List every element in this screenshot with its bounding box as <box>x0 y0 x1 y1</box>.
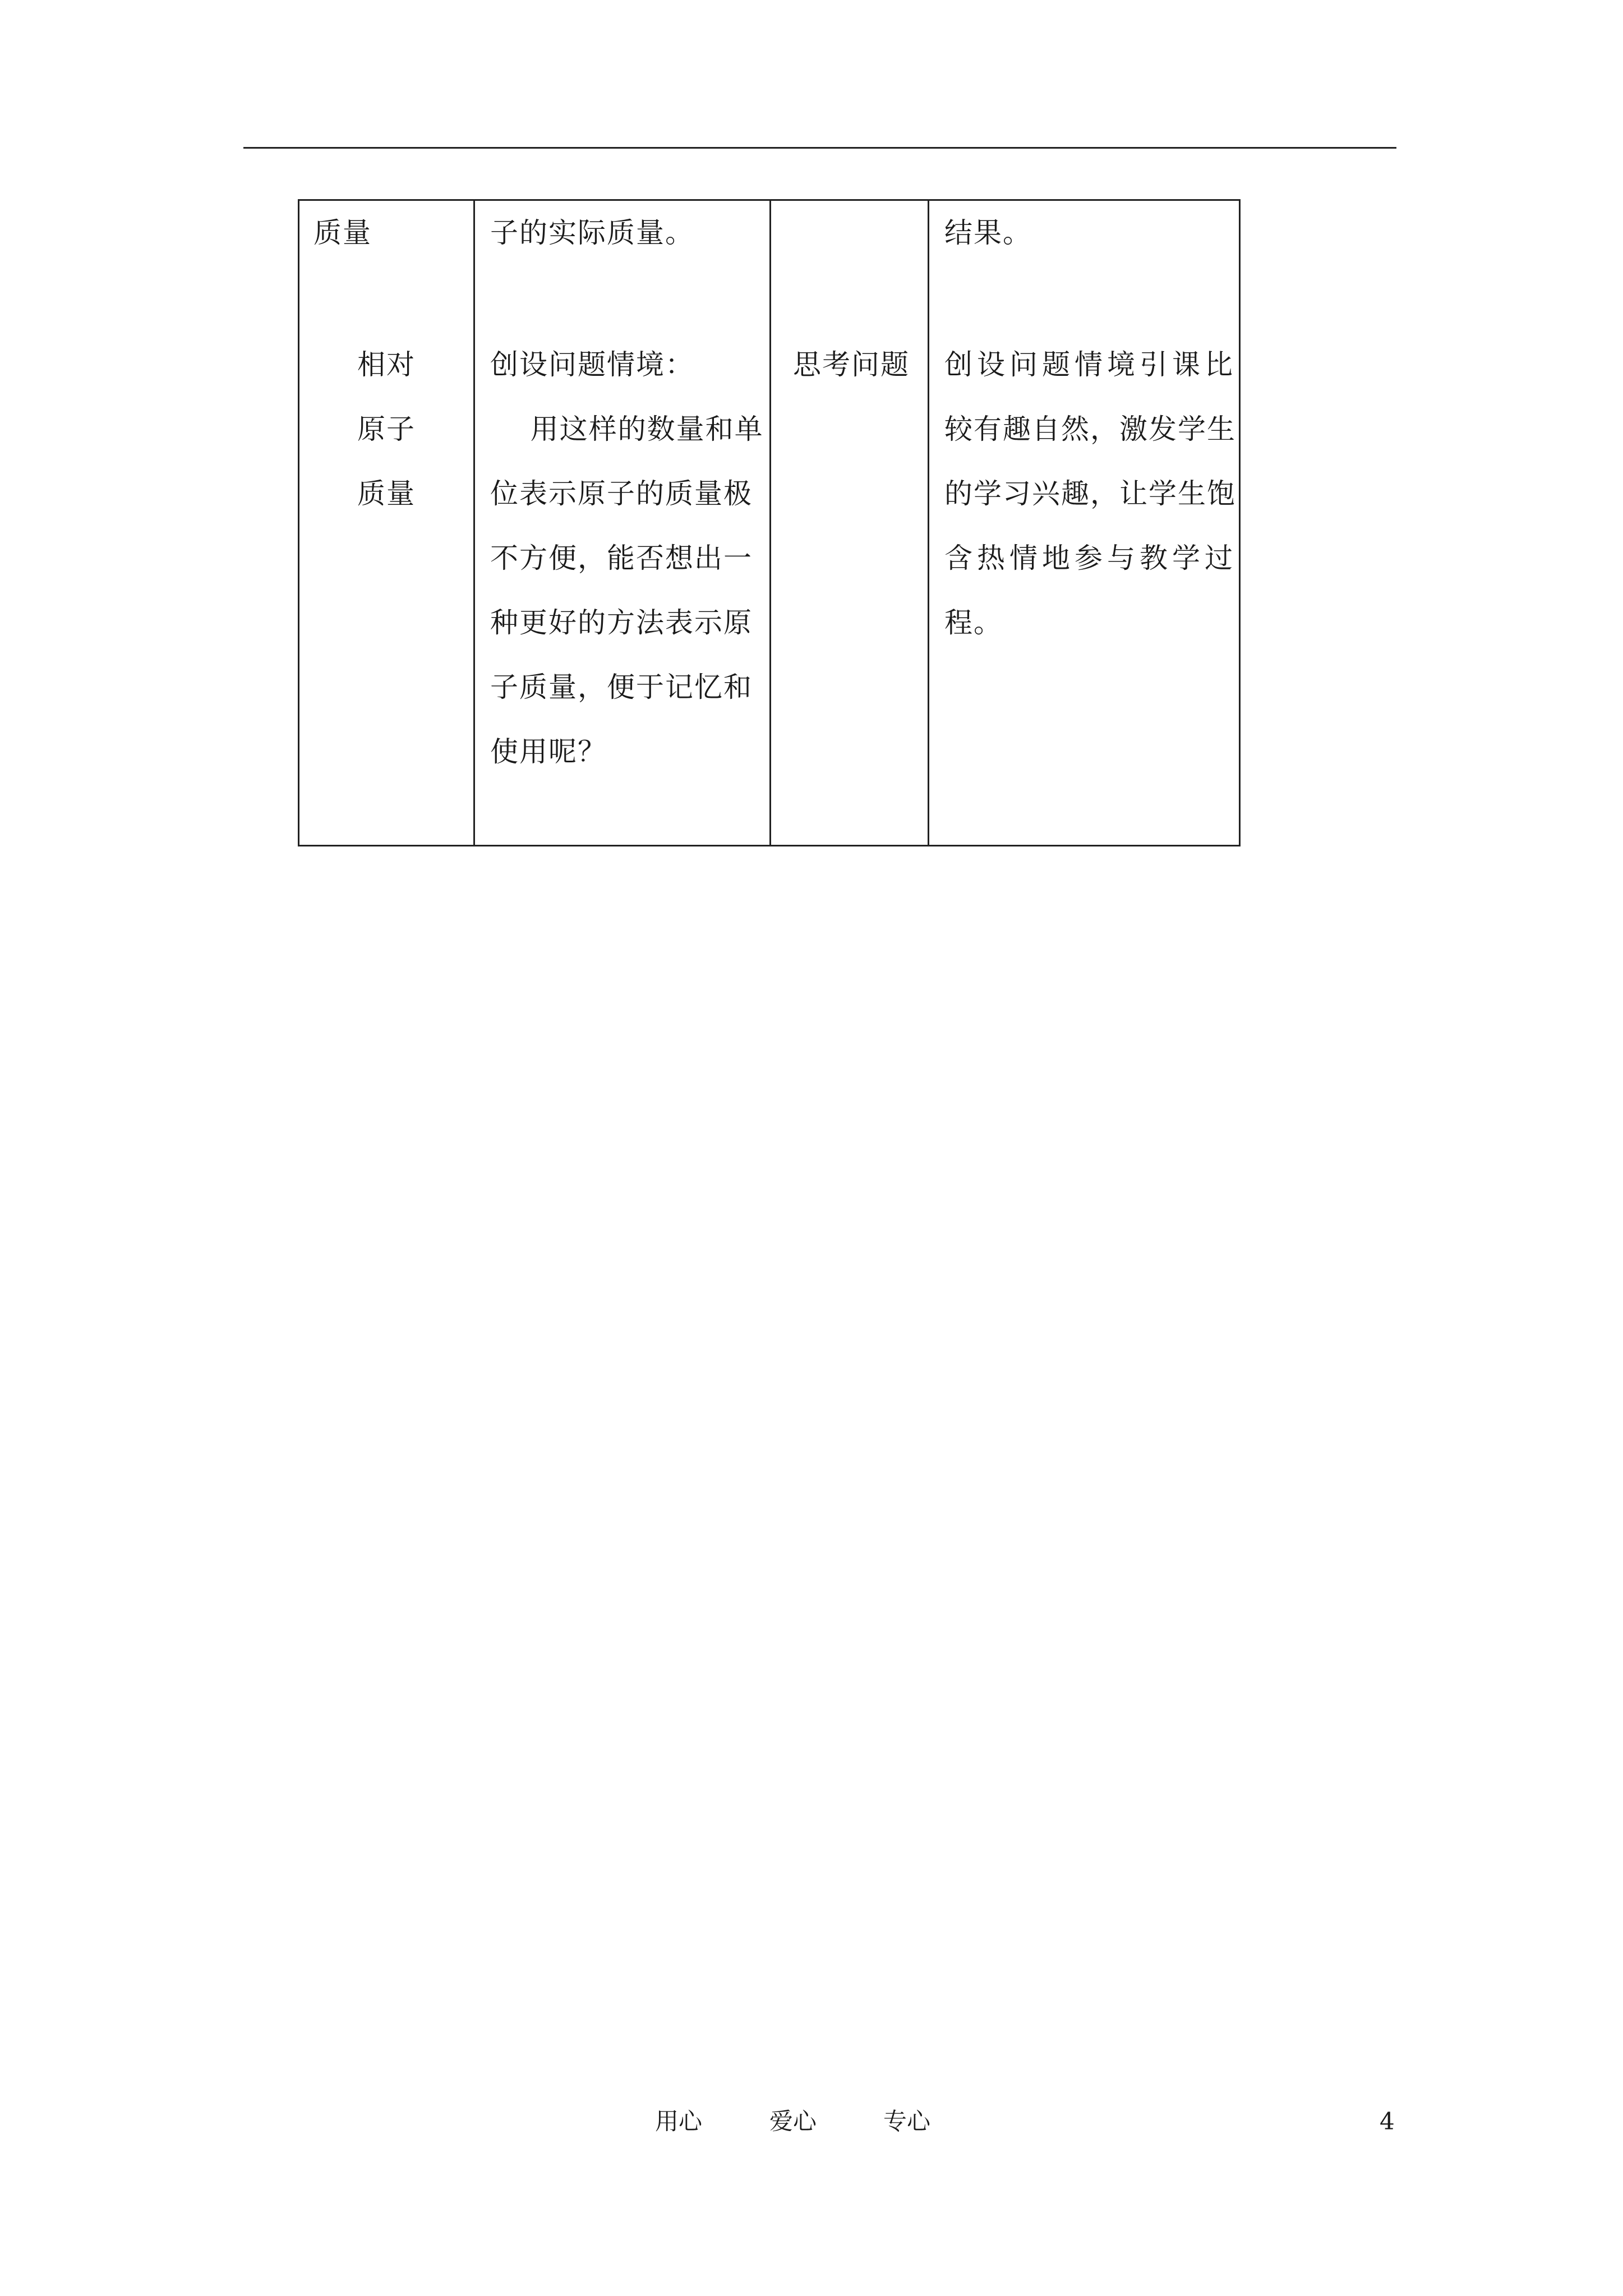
col2-line: 位表示原子的质量极 <box>490 477 753 510</box>
col1-line: 质量 <box>357 477 416 510</box>
col3-line: 思考问题 <box>793 348 910 381</box>
col4-line: 程。 <box>944 606 1003 639</box>
col2-line: 使用呢？ <box>490 735 607 768</box>
footer-slogan-right: 专心 <box>883 2108 931 2135</box>
col2-line: 子质量，便于记忆和 <box>490 671 753 703</box>
col1-line: 原子 <box>357 413 416 445</box>
col4-line: 的学习兴趣，让学生饱 <box>944 477 1236 510</box>
col4-line: 创设问题情境引课比 <box>944 348 1237 381</box>
col2-line: 创设问题情境： <box>490 348 694 381</box>
header-rule <box>243 147 1396 149</box>
col2-line: 不方便，能否想出一 <box>490 542 753 574</box>
col4-line: 较有趣自然，激发学生 <box>944 413 1236 445</box>
footer-slogan-left: 用心 <box>655 2108 703 2135</box>
col2-line: 用这样的数量和单 <box>490 413 764 445</box>
page-number: 4 <box>1380 2108 1395 2135</box>
footer-slogan-middle: 爱心 <box>769 2108 817 2135</box>
lesson-table <box>298 199 1241 846</box>
column-divider <box>473 201 475 845</box>
col1-top-text: 质量 <box>313 217 372 249</box>
column-divider <box>769 201 771 845</box>
col2-line: 种更好的方法表示原 <box>490 606 753 639</box>
col4-top-text: 结果。 <box>944 217 1032 249</box>
col4-line: 含热情地参与教学过 <box>944 542 1237 574</box>
column-divider <box>928 201 929 845</box>
col2-top-text: 子的实际质量。 <box>490 217 694 249</box>
col1-line: 相对 <box>357 348 416 381</box>
